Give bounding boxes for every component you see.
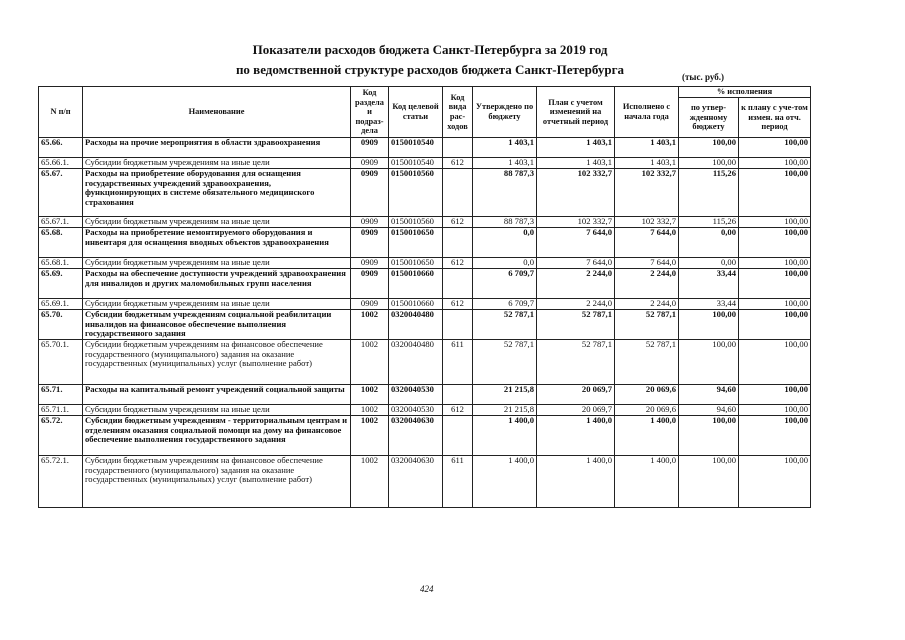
cell-isp: 2 244,0 [615,269,679,299]
cell-plan: 2 244,0 [537,299,615,310]
page-title [170,40,690,80]
cell-vid [443,269,473,299]
cell-p2: 100,00 [739,385,811,405]
cell-razdel: 1002 [351,385,389,405]
cell-p1: 94,60 [679,385,739,405]
cell-isp: 52 787,1 [615,310,679,340]
cell-p1: 100,00 [679,416,739,456]
cell-vid [443,310,473,340]
cell-p2: 100,00 [739,299,811,310]
cell-num: 65.72. [39,416,83,456]
cell-cs: 0150010660 [389,269,443,299]
cell-razdel: 1002 [351,405,389,416]
cell-p2: 100,00 [739,340,811,385]
table-row [39,299,811,310]
cell-p1: 94,60 [679,405,739,416]
cell-cs: 0320040530 [389,405,443,416]
header-plan: План с учетом изменений на отчетный период [537,87,615,138]
cell-utv: 1 403,1 [473,158,537,169]
cell-isp: 7 644,0 [615,258,679,269]
cell-num: 65.72.1. [39,456,83,508]
cell-utv: 52 787,1 [473,310,537,340]
cell-cs: 0320040630 [389,416,443,456]
cell-vid [443,385,473,405]
cell-razdel: 1002 [351,416,389,456]
cell-vid: 612 [443,258,473,269]
table-row [39,405,811,416]
cell-name: Субсидии бюджетным учреждениям на иные цели [83,299,351,310]
cell-vid [443,416,473,456]
cell-num: 65.71. [39,385,83,405]
page-number: 424 [420,584,434,594]
cell-utv: 0,0 [473,258,537,269]
cell-cs: 0150010560 [389,217,443,228]
cell-name: Субсидии бюджетным учреждениям на иные цели [83,158,351,169]
cell-razdel: 1002 [351,456,389,508]
budget-table [38,86,811,508]
cell-p2: 100,00 [739,228,811,258]
cell-p1: 100,00 [679,138,739,158]
title-line-2: по ведомственной структуре расходов бюджета Санкт-Петербурга [235,62,625,77]
cell-num: 65.67. [39,169,83,217]
cell-cs: 0320040480 [389,340,443,385]
cell-utv: 1 400,0 [473,456,537,508]
cell-name: Субсидии бюджетным учреждениям на иные цели [83,405,351,416]
cell-name: Субсидии бюджетным учреждениям на иные цели [83,258,351,269]
cell-plan: 20 069,7 [537,405,615,416]
cell-vid: 612 [443,405,473,416]
cell-p1: 33,44 [679,299,739,310]
cell-plan: 7 644,0 [537,228,615,258]
cell-plan: 20 069,7 [537,385,615,405]
cell-utv: 6 709,7 [473,269,537,299]
cell-cs: 0320040480 [389,310,443,340]
cell-isp: 1 400,0 [615,456,679,508]
header-razdel: Код раздела и подраз-дела [351,87,389,138]
cell-cs: 0150010650 [389,258,443,269]
table-row [39,169,811,217]
cell-p2: 100,00 [739,310,811,340]
cell-razdel: 1002 [351,310,389,340]
cell-num: 65.71.1. [39,405,83,416]
cell-razdel: 0909 [351,228,389,258]
cell-name: Субсидии бюджетным учреждениям социальной реабилитации инвалидов на финансовое обеспечение выполнения государственного задания [83,310,351,340]
cell-utv: 1 400,0 [473,416,537,456]
cell-isp: 1 400,0 [615,416,679,456]
cell-name: Субсидии бюджетным учреждениям на иные цели [83,217,351,228]
table-row [39,158,811,169]
header-pct-utv: по утвер-жденному бюджету [679,98,739,138]
cell-razdel: 0909 [351,299,389,310]
cell-plan: 1 400,0 [537,416,615,456]
cell-isp: 102 332,7 [615,217,679,228]
cell-name: Субсидии бюджетным учреждениям на финансовое обеспечение государственного (муниципального) задания на оказание государственных (муниципальных) услуг (выполнение работ) [83,340,351,385]
cell-plan: 1 403,1 [537,138,615,158]
cell-vid: 611 [443,340,473,385]
cell-name: Расходы на капитальный ремонт учреждений социальной защиты [83,385,351,405]
header-name: Наименование [83,87,351,138]
cell-utv: 21 215,8 [473,385,537,405]
cell-isp: 102 332,7 [615,169,679,217]
cell-name: Расходы на приобретение немонтируемого оборудования и инвентаря для оснащения вводных объектов здравоохранения [83,228,351,258]
cell-num: 65.66.1. [39,158,83,169]
table-row [39,217,811,228]
cell-num: 65.70. [39,310,83,340]
cell-p2: 100,00 [739,217,811,228]
cell-cs: 0150010540 [389,138,443,158]
title-line-1: Показатели расходов бюджета Санкт-Петербурга за 2019 год [252,42,608,57]
cell-utv: 52 787,1 [473,340,537,385]
cell-razdel: 0909 [351,138,389,158]
table-row [39,228,811,258]
cell-p2: 100,00 [739,456,811,508]
cell-p2: 100,00 [739,416,811,456]
cell-razdel: 0909 [351,217,389,228]
cell-plan: 52 787,1 [537,310,615,340]
cell-plan: 1 400,0 [537,456,615,508]
cell-utv: 0,0 [473,228,537,258]
header-isp: Исполнено с начала года [615,87,679,138]
cell-isp: 1 403,1 [615,158,679,169]
cell-num: 65.66. [39,138,83,158]
cell-vid [443,169,473,217]
cell-p2: 100,00 [739,158,811,169]
table-row [39,340,811,385]
cell-utv: 21 215,8 [473,405,537,416]
cell-vid: 611 [443,456,473,508]
cell-isp: 2 244,0 [615,299,679,310]
cell-vid: 612 [443,299,473,310]
cell-p2: 100,00 [739,169,811,217]
header-cs: Код целевой статьи [389,87,443,138]
cell-num: 65.68.1. [39,258,83,269]
table-row [39,258,811,269]
cell-name: Субсидии бюджетным учреждениям на финансовое обеспечение государственного (муниципального) задания на оказание государственных (муниципальных) услуг (выполнение работ) [83,456,351,508]
cell-p2: 100,00 [739,138,811,158]
header-pct: % исполнения [679,87,811,98]
cell-razdel: 0909 [351,169,389,217]
cell-p2: 100,00 [739,405,811,416]
cell-isp: 1 403,1 [615,138,679,158]
cell-isp: 20 069,6 [615,385,679,405]
table-row [39,138,811,158]
cell-razdel: 1002 [351,340,389,385]
header-num: N п/п [39,87,83,138]
cell-isp: 52 787,1 [615,340,679,385]
cell-isp: 20 069,6 [615,405,679,416]
table-row [39,456,811,508]
cell-num: 65.70.1. [39,340,83,385]
cell-plan: 52 787,1 [537,340,615,385]
cell-vid [443,228,473,258]
cell-num: 65.69.1. [39,299,83,310]
cell-name: Расходы на приобретение оборудования для оснащения государственных учреждений здравоохранения, функционирующих в системе обязательного медицинского страхования [83,169,351,217]
cell-utv: 6 709,7 [473,299,537,310]
cell-vid: 612 [443,217,473,228]
table-row [39,385,811,405]
cell-num: 65.69. [39,269,83,299]
cell-plan: 7 644,0 [537,258,615,269]
cell-vid: 612 [443,158,473,169]
cell-vid [443,138,473,158]
cell-p2: 100,00 [739,269,811,299]
cell-plan: 102 332,7 [537,217,615,228]
table-row [39,310,811,340]
cell-plan: 2 244,0 [537,269,615,299]
units-label: (тыс. руб.) [682,72,724,82]
cell-cs: 0150010540 [389,158,443,169]
header-utv: Утверждено по бюджету [473,87,537,138]
cell-plan: 102 332,7 [537,169,615,217]
cell-p1: 100,00 [679,340,739,385]
cell-num: 65.67.1. [39,217,83,228]
cell-utv: 1 403,1 [473,138,537,158]
cell-p1: 115,26 [679,169,739,217]
cell-p1: 100,00 [679,456,739,508]
cell-name: Субсидии бюджетным учреждениям - территориальным центрам и отделениям оказания социальной помощи на дому на финансовое обеспечение выполнения государственного задания [83,416,351,456]
cell-cs: 0150010650 [389,228,443,258]
cell-p1: 100,00 [679,310,739,340]
cell-razdel: 0909 [351,258,389,269]
cell-cs: 0320040630 [389,456,443,508]
table-row [39,416,811,456]
cell-name: Расходы на прочие мероприятия в области здравоохранения [83,138,351,158]
cell-isp: 7 644,0 [615,228,679,258]
cell-razdel: 0909 [351,158,389,169]
cell-plan: 1 403,1 [537,158,615,169]
cell-cs: 0320040530 [389,385,443,405]
cell-num: 65.68. [39,228,83,258]
header-vid: Код вида рас-ходов [443,87,473,138]
cell-razdel: 0909 [351,269,389,299]
cell-utv: 88 787,3 [473,217,537,228]
cell-p1: 100,00 [679,158,739,169]
cell-cs: 0150010560 [389,169,443,217]
cell-p1: 0,00 [679,228,739,258]
table-row [39,269,811,299]
header-pct-plan: к плану с уче-том измен. на отч. период [739,98,811,138]
cell-p2: 100,00 [739,258,811,269]
cell-cs: 0150010660 [389,299,443,310]
cell-p1: 0,00 [679,258,739,269]
cell-p1: 115,26 [679,217,739,228]
cell-utv: 88 787,3 [473,169,537,217]
cell-name: Расходы на обеспечение доступности учреждений здравоохранения для инвалидов и других маломобильных групп населения [83,269,351,299]
cell-p1: 33,44 [679,269,739,299]
